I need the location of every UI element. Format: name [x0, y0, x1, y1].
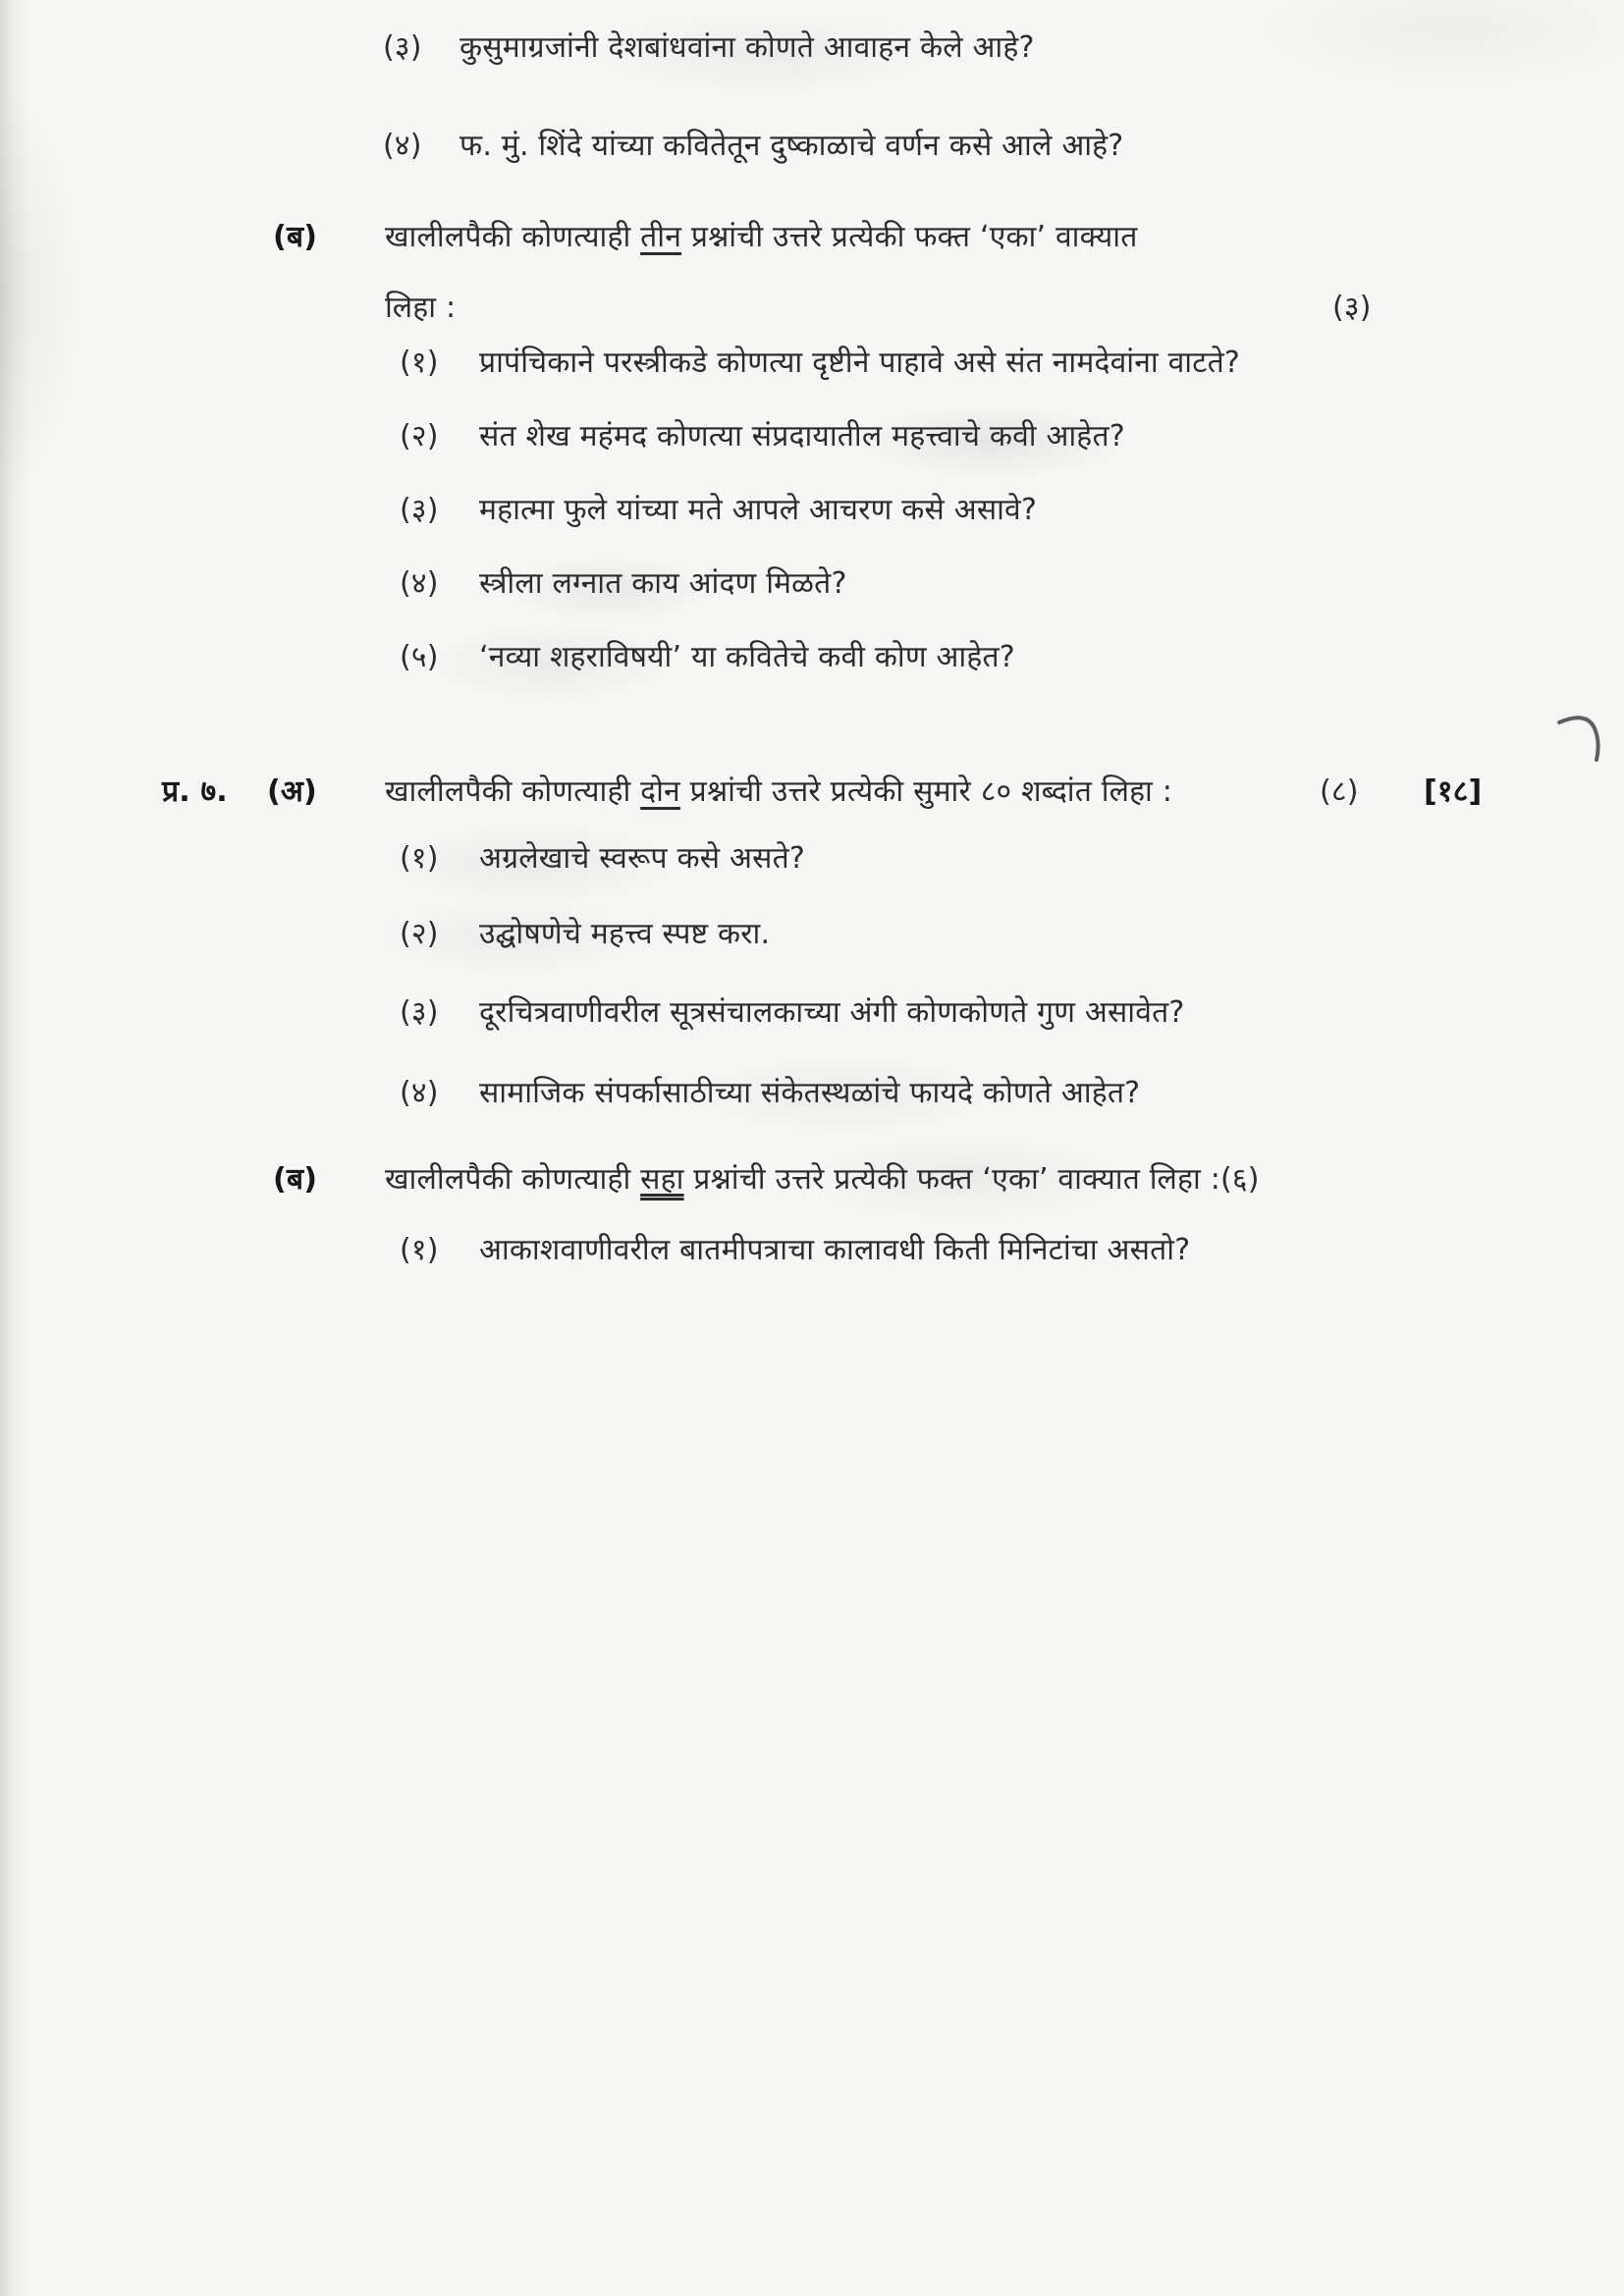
- section-intro: [385, 215, 1138, 260]
- question-text: प्रापंचिकाने परस्त्रीकडे कोणत्या दृष्टीने पाहावे असे संत नामदेवांना वाटते?: [479, 346, 1241, 380]
- item-number: (३): [383, 30, 422, 65]
- item-number: (४): [383, 129, 422, 163]
- intro-post: प्रश्नांची उत्तरे प्रत्येकी सुमारे ८० शब्दांत लिहा :: [679, 774, 1173, 809]
- item-number: (३): [400, 493, 439, 527]
- question-text: उद्घोषणेचे महत्त्व स्पष्ट करा.: [479, 917, 771, 951]
- marks-badge: (८): [1320, 774, 1359, 809]
- question-text: आकाशवाणीवरील बातमीपत्राचा कालावधी किती मिनिटांचा असतो?: [479, 1233, 1191, 1267]
- item-number: (५): [400, 640, 439, 674]
- question-number: प्र. ७.: [162, 774, 228, 809]
- section-intro: [385, 1157, 1260, 1202]
- intro-underlined-word: दोन: [640, 774, 680, 809]
- item-number: (१): [400, 1233, 439, 1267]
- intro-post: प्रश्नांची उत्तरे प्रत्येकी फक्त ‘एका’ वाक्यात लिहा :: [683, 1162, 1220, 1197]
- item-number: (१): [400, 841, 439, 876]
- question-text: स्त्रीला लग्नात काय आंदण मिळते?: [479, 566, 847, 601]
- marks-badge: (६): [1220, 1162, 1260, 1197]
- question-text: अग्रलेखाचे स्वरूप कसे असते?: [479, 841, 805, 876]
- intro-post: प्रश्नांची उत्तरे प्रत्येकी फक्त ‘एका’ वाक्यात: [681, 220, 1138, 254]
- question-text: सामाजिक संपर्कासाठीच्या संकेतस्थळांचे फायदे कोणते आहेत?: [479, 1076, 1141, 1110]
- question-text: ‘नव्या शहराविषयी’ या कवितेचे कवी कोण आहेत?: [479, 640, 1015, 674]
- scan-stray-mark: [1557, 709, 1608, 766]
- item-number: (२): [400, 917, 439, 951]
- item-number: (४): [400, 566, 439, 601]
- intro-pre: खालीलपैकी कोणत्याही: [385, 1162, 641, 1197]
- intro-underlined-word: सहा: [640, 1162, 684, 1197]
- section-label: (ब): [273, 1162, 318, 1197]
- intro-pre: खालीलपैकी कोणत्याही: [385, 220, 641, 254]
- question-text: दूरचित्रवाणीवरील सूत्रसंचालकाच्या अंगी कोणकोणते गुण असावेत?: [479, 995, 1185, 1030]
- item-number: (३): [400, 995, 439, 1030]
- section-intro: [385, 770, 1172, 815]
- item-number: (२): [400, 419, 439, 454]
- intro-pre: खालीलपैकी कोणत्याही: [385, 774, 641, 809]
- question-text: संत शेख महंमद कोणत्या संप्रदायातील महत्त्वाचे कवी आहेत?: [479, 419, 1125, 454]
- question-text: फ. मुं. शिंदे यांच्या कवितेतून दुष्काळाचे वर्णन कसे आले आहे?: [460, 129, 1124, 163]
- item-number: (४): [400, 1076, 439, 1110]
- total-marks-badge: [१८]: [1424, 774, 1483, 809]
- marks-badge: (३): [1332, 291, 1372, 325]
- question-text: कुसुमाग्रजांनी देशबांधवांना कोणते आवाहन केले आहे?: [460, 30, 1035, 65]
- section-label: (अ): [267, 774, 317, 809]
- section-label: (ब): [273, 220, 318, 254]
- intro-underlined-word: तीन: [640, 220, 682, 254]
- section-intro-line2: लिहा :: [385, 291, 457, 325]
- item-number: (१): [400, 346, 439, 380]
- question-text: महात्मा फुले यांच्या मते आपले आचरण कसे असावे?: [479, 493, 1038, 527]
